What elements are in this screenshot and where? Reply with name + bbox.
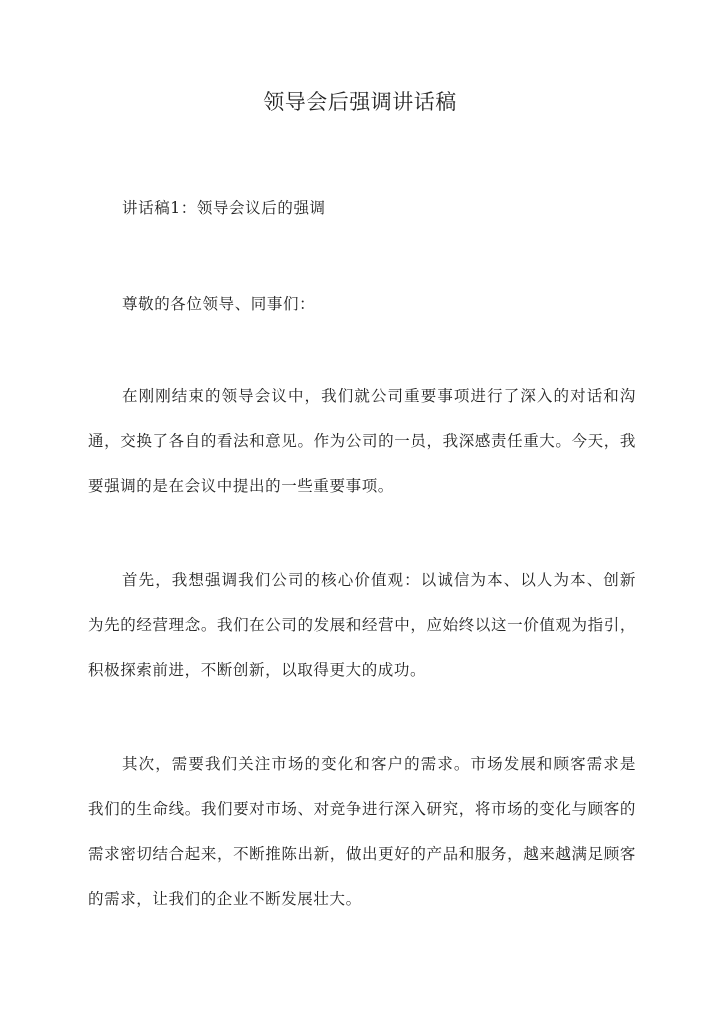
body-paragraph: 首先，我想强调我们公司的核心价值观：以诚信为本、以人为本、创新为先的经营理念。我们在公司的发展和经营中，应始终以这一价值观为指引，积极探索前进，不断创新，以取得更大的成功。 [88,571,636,679]
speech-subtitle: 讲话稿1：领导会议后的强调 [122,199,326,217]
body-paragraph: 其次，需要我们关注市场的变化和客户的需求。市场发展和顾客需求是我们的生命线。我们要对市场、对竞争进行深入研究，将市场的变化与顾客的需求密切结合起来，不断推陈出新，做出更好的产品和服务，越来越满足顾客的需求，让我们的企业不断发展壮大。 [88,755,636,908]
document-title: 领导会后强调讲话稿 [263,90,457,114]
greeting-line: 尊敬的各位领导、同事们： [122,295,316,313]
body-paragraph: 在刚刚结束的领导会议中，我们就公司重要事项进行了深入的对话和沟通，交换了各自的看法和意见。作为公司的一员，我深感责任重大。今天，我要强调的是在会议中提出的一些重要事项。 [88,387,636,495]
